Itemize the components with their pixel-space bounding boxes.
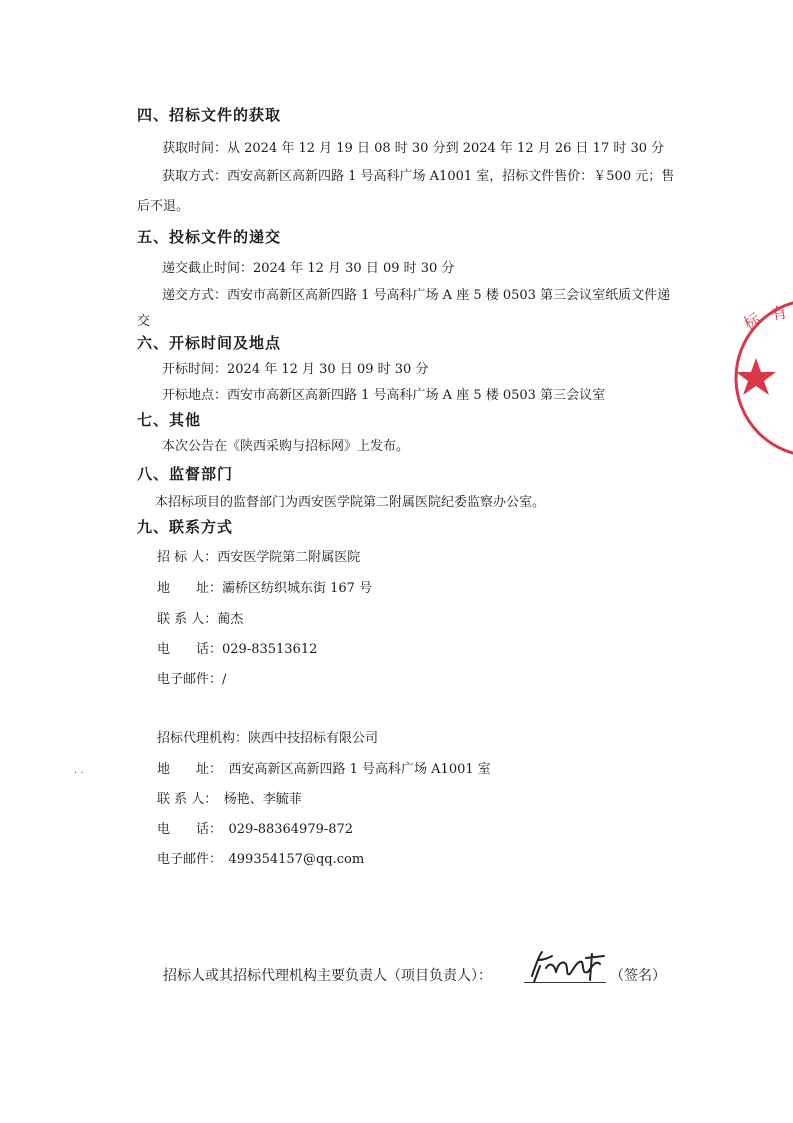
signature-underline bbox=[524, 982, 606, 983]
tenderer-address: 地 址：灞桥区纺织城东街 167 号 bbox=[157, 581, 373, 596]
acquire-method-line2: 后不退。 bbox=[137, 199, 190, 214]
agency-phone: 电 话： 029-88364979-872 bbox=[157, 822, 354, 837]
svg-text:有: 有 bbox=[769, 302, 789, 324]
agency-address: 地 址： 西安高新区高新四路 1 号高科广场 A1001 室 bbox=[157, 762, 491, 777]
tenderer-contact: 联 系 人：蔺杰 bbox=[157, 612, 244, 627]
opening-place: 开标地点：西安市高新区高新四路 1 号高科广场 A 座 5 楼 0503 第三会议室 bbox=[162, 388, 606, 403]
supervision-text: 本招标项目的监督部门为西安医学院第二附属医院纪委监察办公室。 bbox=[155, 495, 546, 510]
agency-name: 招标代理机构：陕西中技招标有限公司 bbox=[157, 731, 379, 746]
publish-notice: 本次公告在《陕西采购与招标网》上发布。 bbox=[162, 439, 410, 454]
svg-text:标: 标 bbox=[740, 309, 764, 334]
submit-method-line2: 交 bbox=[137, 314, 151, 329]
tenderer-phone: 电 话：029-83513612 bbox=[157, 642, 318, 657]
section-7-heading: 七、其他 bbox=[137, 411, 202, 429]
acquire-method-line1: 获取方式：西安高新区高新四路 1 号高科广场 A1001 室，招标文件售价：￥500 元；售 bbox=[162, 169, 675, 184]
section-9-heading: 九、联系方式 bbox=[137, 518, 234, 536]
acquire-time: 获取时间：从 2024 年 12 月 19 日 08 时 30 分到 2024 年 12 月 26 日 17 时 30 分 bbox=[162, 141, 665, 156]
submit-deadline: 递交截止时间：2024 年 12 月 30 日 09 时 30 分 bbox=[162, 261, 455, 276]
agency-email: 电子邮件： 499354157@qq.com bbox=[157, 852, 365, 867]
company-seal bbox=[728, 296, 793, 466]
section-8-heading: 八、监督部门 bbox=[137, 465, 234, 483]
sign-suffix: （签名） bbox=[610, 968, 666, 984]
scan-speck: · · bbox=[74, 768, 84, 779]
opening-time: 开标时间：2024 年 12 月 30 日 09 时 30 分 bbox=[162, 362, 429, 377]
section-6-heading: 六、开标时间及地点 bbox=[137, 334, 282, 352]
signer-label: 招标人或其招标代理机构主要负责人（项目负责人）： bbox=[163, 968, 492, 984]
submit-method-line1: 递交方式：西安市高新区高新四路 1 号高科广场 A 座 5 楼 0503 第三会议室纸质文件递 bbox=[162, 288, 671, 303]
tenderer: 招 标 人：西安医学院第二附属医院 bbox=[157, 550, 361, 565]
tenderer-email: 电子邮件：/ bbox=[157, 672, 227, 687]
agency-contact: 联 系 人： 杨艳、李毓菲 bbox=[157, 792, 302, 807]
section-5-heading: 五、投标文件的递交 bbox=[137, 228, 282, 246]
section-4-heading: 四、招标文件的获取 bbox=[137, 106, 282, 124]
handwritten-signature bbox=[526, 946, 610, 986]
